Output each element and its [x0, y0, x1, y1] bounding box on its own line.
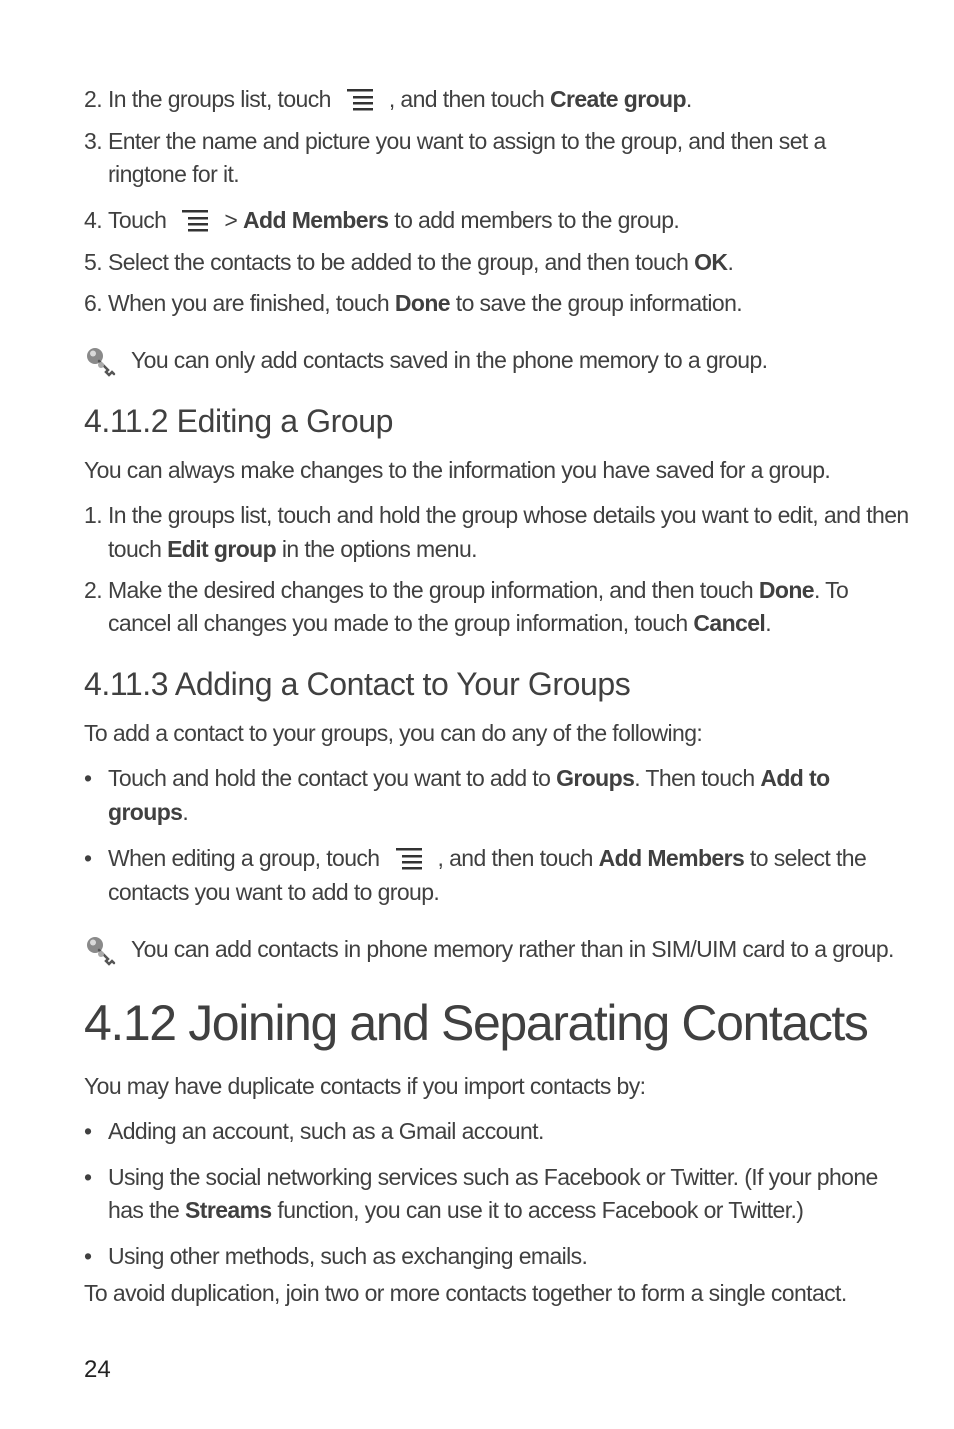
note-icon	[84, 934, 118, 968]
note-2: You can add contacts in phone memory rather than in SIM/UIM card to a group.	[84, 932, 884, 972]
step-3-line2: ringtone for it.	[108, 161, 240, 187]
edit-step-1-line2: touch Edit group in the options menu.	[108, 536, 477, 562]
edit-step-2-line2: cancel all changes you made to the group information, touch Cancel.	[108, 610, 772, 636]
section-heading-4-11-2: 4.11.2 Editing a Group	[84, 403, 394, 439]
list-item-line2: contacts you want to add to group.	[108, 879, 440, 905]
section-intro: You may have duplicate contacts if you import contacts by:	[84, 1073, 646, 1099]
list-item-line2: groups.	[108, 799, 189, 825]
section-outro: To avoid duplication, join two or more contacts together to form a single contact.	[84, 1280, 847, 1306]
section-intro: To add a contact to your groups, you can do any of the following:	[84, 720, 703, 746]
section-intro: You can always make changes to the information you have saved for a group.	[84, 457, 831, 483]
list-item-line2: has the Streams function, you can use it to access Facebook or Twitter.)	[108, 1197, 804, 1223]
page-number: 24	[84, 1356, 111, 1383]
menu-icon	[345, 87, 375, 111]
note-icon	[84, 345, 118, 379]
menu-icon	[180, 208, 210, 232]
note-1: You can only add contacts saved in the phone memory to a group.	[84, 343, 884, 383]
chapter-heading-4-12: 4.12 Joining and Separating Contacts	[84, 995, 868, 1051]
section-heading-4-11-3: 4.11.3 Adding a Contact to Your Groups	[84, 666, 631, 702]
menu-icon	[394, 846, 424, 870]
